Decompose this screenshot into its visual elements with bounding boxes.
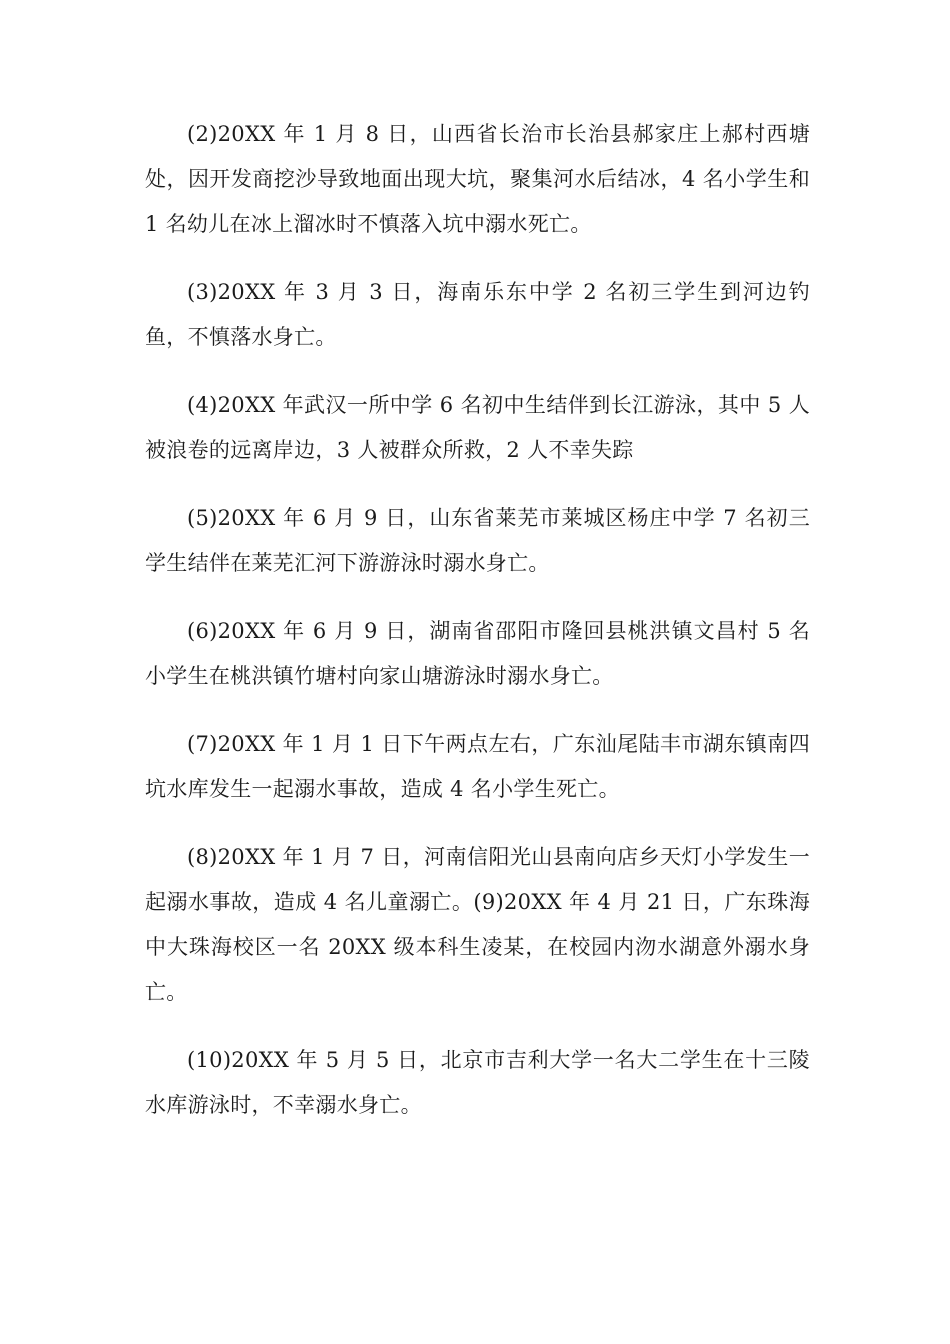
- paragraph-item-10: (10)20XX 年 5 月 5 日，北京市吉利大学一名大二学生在十三陵水库游泳时，不幸溺水身亡。: [145, 1048, 810, 1117]
- paragraph-item-6: (6)20XX 年 6 月 9 日，湖南省邵阳市隆回县桃洪镇文昌村 5 名小学生在桃洪镇竹塘村向家山塘游泳时溺水身亡。: [145, 619, 810, 688]
- paragraph-item-7: (7)20XX 年 1 月 1 日下午两点左右，广东汕尾陆丰市湖东镇南四坑水库发生一起溺水事故，造成 4 名小学生死亡。: [145, 732, 810, 801]
- paragraph-item-4: (4)20XX 年武汉一所中学 6 名初中生结伴到长江游泳，其中 5 人被浪卷的远离岸边，3 人被群众所救，2 人不幸失踪: [145, 393, 810, 462]
- document-body: [145, 112, 810, 1151]
- paragraph-item-5: (5)20XX 年 6 月 9 日，山东省莱芜市莱城区杨庄中学 7 名初三学生结伴在莱芜汇河下游游泳时溺水身亡。: [145, 506, 810, 575]
- paragraph-item-3: (3)20XX 年 3 月 3 日，海南乐东中学 2 名初三学生到河边钓鱼，不慎落水身亡。: [145, 280, 810, 349]
- paragraph-item-8-9: (8)20XX 年 1 月 7 日，河南信阳光山县南向店乡天灯小学发生一起溺水事故，造成 4 名儿童溺亡。(9)20XX 年 4 月 21 日，广东珠海中大珠海校区一名 20XX 级本科生凌某，在校园内沕水湖意外溺水身亡。: [145, 845, 810, 1004]
- paragraph-item-2: (2)20XX 年 1 月 8 日，山西省长治市长治县郝家庄上郝村西塘处，因开发商挖沙导致地面出现大坑，聚集河水后结冰，4 名小学生和 1 名幼儿在冰上溜冰时不慎落入坑中溺水死亡。: [145, 122, 810, 236]
